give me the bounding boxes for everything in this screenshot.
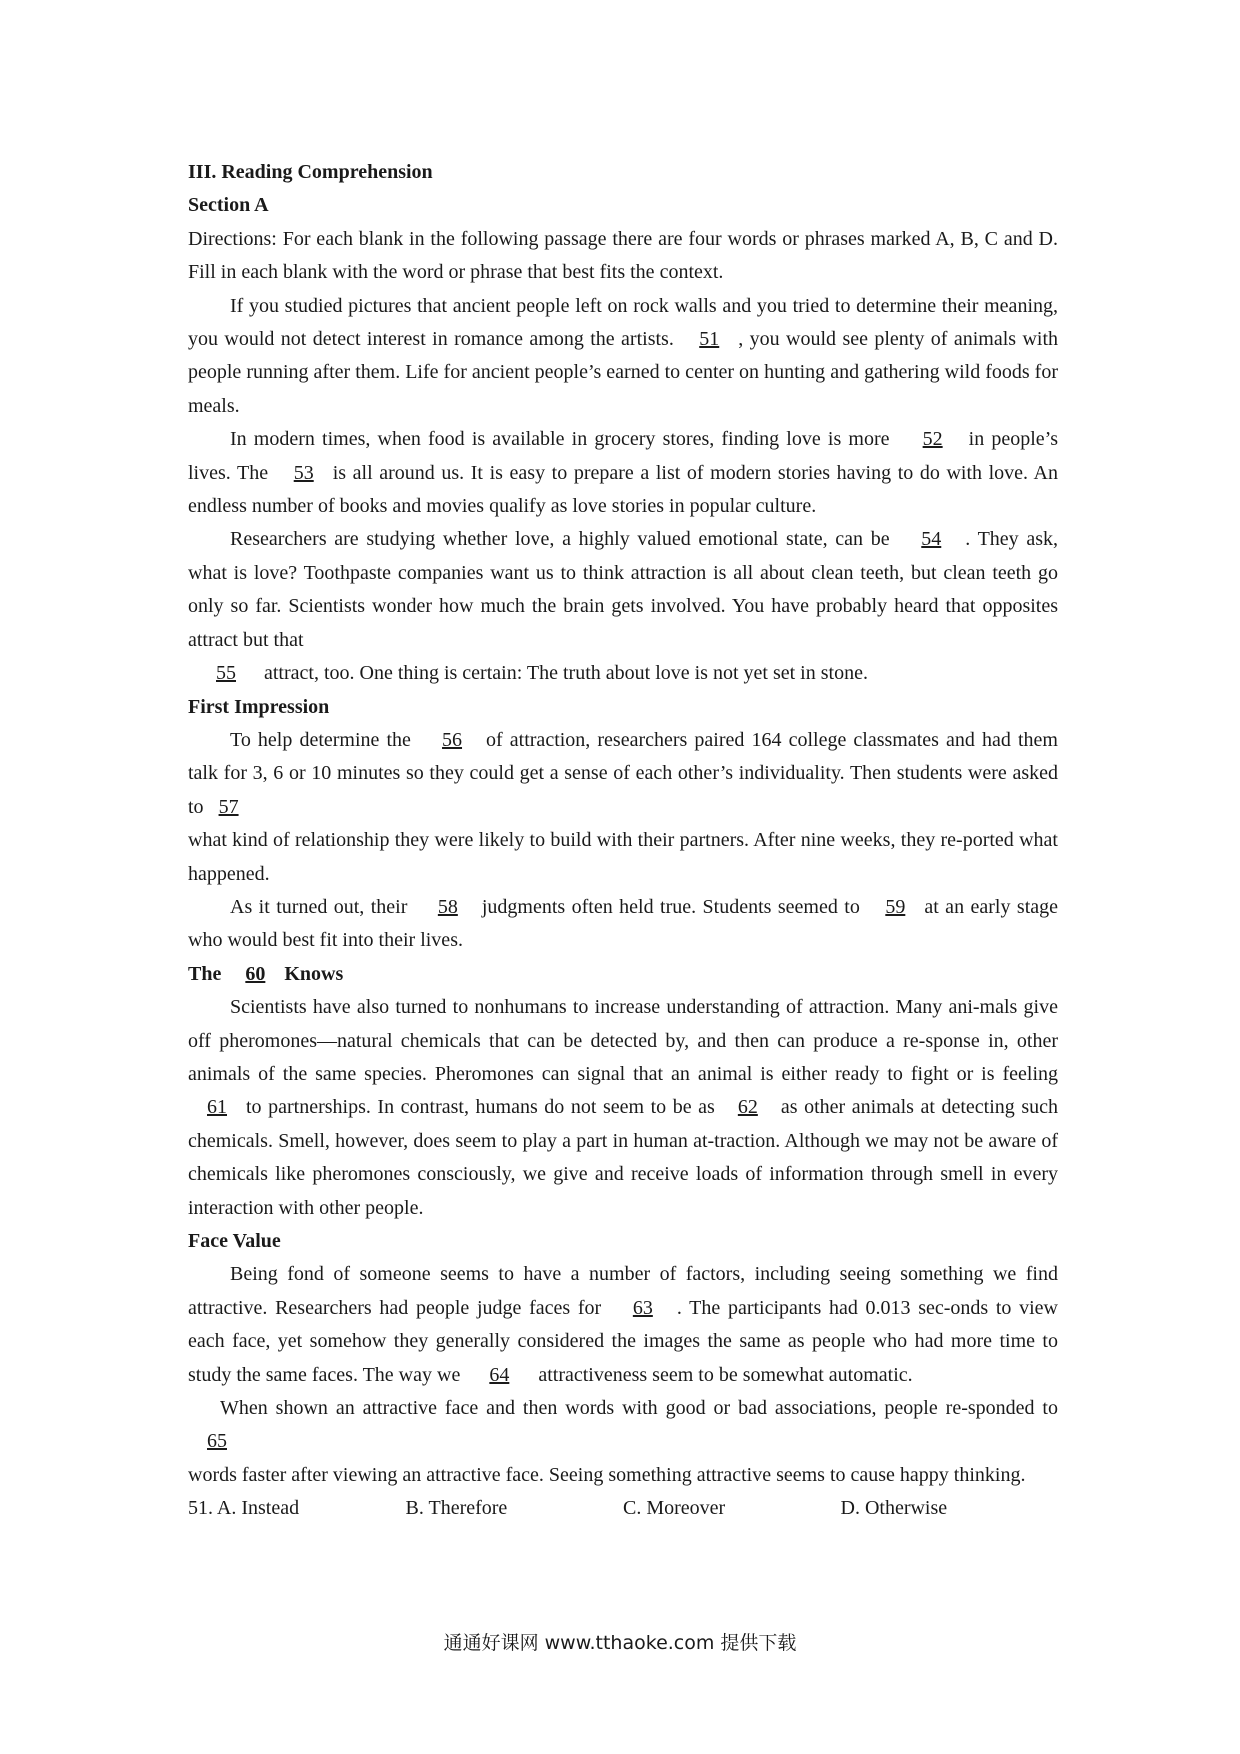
- paragraph-4: 55 attract, too. One thing is certain: The truth about love is not yet set in stone.: [188, 657, 1058, 690]
- blank-56: 56: [442, 728, 463, 751]
- footer-watermark: 通通好课网 www.tthaoke.com 提供下载: [443, 1632, 797, 1654]
- blank-54: 54: [921, 528, 942, 551]
- directions: Directions: For each blank in the following passage there are four words or phrases marked A, B, C and D. Fill in each blank with the word or phrase that best fits the context.: [188, 227, 1058, 284]
- paragraph-6: what kind of relationship they were likely to build with their partners. After nine weeks, they re-ported what happened.: [188, 829, 1058, 885]
- blank-60: 60: [245, 962, 266, 985]
- blank-63: 63: [632, 1296, 653, 1319]
- blank-64: 64: [489, 1363, 510, 1386]
- option-d: D. Otherwise: [840, 1497, 948, 1520]
- blank-61: 61: [207, 1096, 227, 1119]
- paragraph-3: Researchers are studying whether love, a highly valued emotional state, can be 54 . They ask, what is love? Toothpaste companies want us to think attraction is all about clean teeth, but clean teeth go only so far. Scientists wonder how much the brain gets involved. You have probably heard that opposites attract but that: [188, 523, 1058, 657]
- subheading-first-impression: First Impression: [188, 695, 330, 718]
- subheading-the-knows: The 60 Knows: [188, 958, 1058, 991]
- blank-55: 55: [216, 662, 236, 685]
- option-c: C. Moreover: [623, 1497, 726, 1520]
- paragraph-7: As it turned out, their 58 judgments often held true. Students seemed to 59 at an early stage who would best fit into their lives.: [188, 891, 1058, 958]
- blank-65: 65: [207, 1430, 227, 1453]
- paragraph-11: words faster after viewing an attractive face. Seeing something attractive seems to cause happy thinking.: [188, 1463, 1026, 1486]
- blank-57: 57: [218, 795, 239, 818]
- paragraph-9: Being fond of someone seems to have a number of factors, including seeing something we find attractive. Researchers had people judge faces for 63 . The participants had 0.013 sec-onds to view each face, yet somehow they generally considered the images the same as people who had more time to study the same faces. The way we 64 attractiveness seem to be somewhat automatic.: [188, 1258, 1058, 1392]
- option-b: B. Therefore: [405, 1497, 508, 1520]
- section-subheading: Section A: [188, 194, 269, 217]
- question-51-options: [188, 1492, 1058, 1525]
- section-heading: III. Reading Comprehension: [188, 161, 433, 183]
- reading-section: [188, 156, 1058, 1526]
- blank-62: 62: [737, 1096, 758, 1119]
- paragraph-1: If you studied pictures that ancient people left on rock walls and you tried to determine their meaning, you would not detect interest in romance among the artists. 51 , you would see plenty of animals with people running after them. Life for ancient people’s earned to center on hunting and gathering wild foods for meals.: [188, 294, 1058, 417]
- subheading-face-value: Face Value: [188, 1230, 281, 1252]
- paragraph-5: To help determine the 56 of attraction, researchers paired 164 college classmates and had them talk for 3, 6 or 10 minutes so they could get a sense of each other’s individuality. Then students were asked to 57: [188, 724, 1058, 824]
- paragraph-8: Scientists have also turned to nonhumans to increase understanding of attraction. Many ani-mals give off pheromones—natural chemicals that can be detected by, and then can produce a re-sponse in, other animals of the same species. Pheromones can signal that an animal is either ready to fight or is feeling 61 to partnerships. In contrast, humans do not seem to be as 62 as other animals at detecting such chemicals. Smell, however, does seem to play a part in human at-traction. Although we may not be aware of chemicals like pheromones consciously, we give and receive loads of information through smell in every interaction with other people.: [188, 996, 1058, 1219]
- paragraph-2: In modern times, when food is available in grocery stores, finding love is more 52 in people’s lives. The 53 is all around us. It is easy to prepare a list of modern stories having to do with love. An endless number of books and movies qualify as love stories in popular culture.: [188, 423, 1058, 523]
- blank-59: 59: [885, 895, 906, 918]
- blank-51: 51: [699, 328, 720, 351]
- blank-52: 52: [922, 428, 943, 451]
- blank-53: 53: [293, 461, 314, 484]
- blank-58: 58: [437, 895, 458, 918]
- paragraph-10: When shown an attractive face and then words with good or bad associations, people re-sponded to 65: [188, 1392, 1058, 1459]
- option-a: 51. A. Instead: [188, 1497, 300, 1520]
